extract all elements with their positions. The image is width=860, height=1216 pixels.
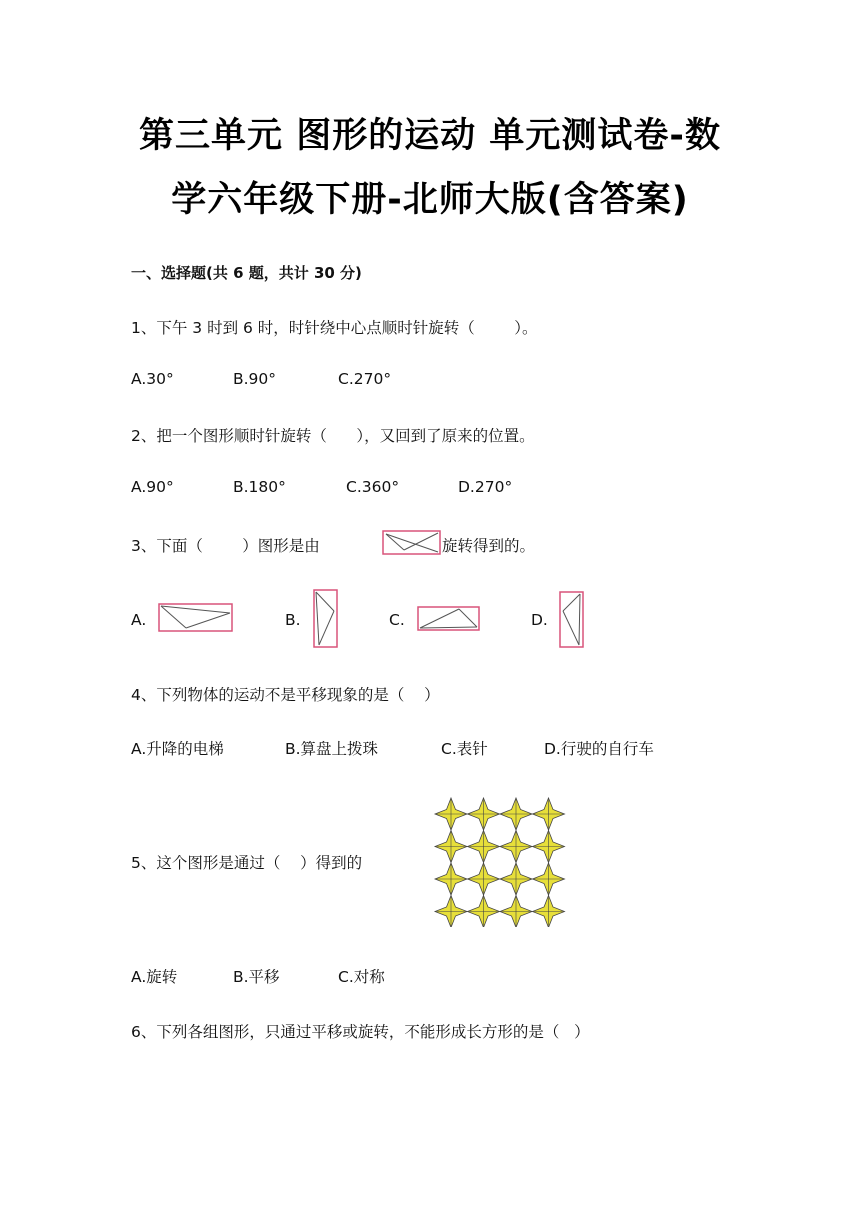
star-tile [533, 896, 565, 928]
star-tile [468, 863, 500, 895]
star-tile [468, 896, 500, 928]
star-tile [435, 863, 467, 895]
star-tile [533, 831, 565, 863]
q3-option-a: A. [131, 611, 147, 629]
question-3-stem-start: 3、下面（ ）图形是由 [131, 537, 320, 555]
star-tile [468, 831, 500, 863]
page-title-line1: 第三单元 图形的运动 单元测试卷-数 [139, 116, 721, 156]
q4-option-c: C.表针 [441, 740, 488, 758]
q4-option-b: B.算盘上拨珠 [285, 740, 379, 758]
star-tile [533, 863, 565, 895]
q1-option-b: B.90° [233, 370, 277, 388]
q3-option-b: B. [285, 611, 301, 629]
q3-option-c: C. [389, 611, 405, 629]
star-tile [533, 798, 565, 830]
q5-option-c: C.对称 [338, 968, 385, 986]
q3-option-a-figure [158, 603, 234, 633]
star-tile [500, 863, 532, 895]
question-1-stem: 1、下午 3 时到 6 时，时针绕中心点顺时针旋转（ ）。 [131, 319, 538, 337]
q3-option-d-figure [559, 591, 585, 649]
q3-reference-rectangle-figure [382, 530, 442, 556]
question-6-stem: 6、下列各组图形，只通过平移或旋转，不能形成长方形的是（ ） [131, 1023, 590, 1041]
star-tile [435, 896, 467, 928]
star-tile [468, 798, 500, 830]
q3-option-d: D. [531, 611, 548, 629]
q5-option-b: B.平移 [233, 968, 280, 986]
q3-option-c-figure [417, 606, 481, 632]
star-tile [435, 831, 467, 863]
q2-option-d: D.270° [458, 478, 513, 496]
star-tile [435, 798, 467, 830]
q4-option-a: A.升降的电梯 [131, 740, 224, 758]
star-tile [500, 896, 532, 928]
q2-option-b: B.180° [233, 478, 286, 496]
q1-option-c: C.270° [338, 370, 392, 388]
q2-option-c: C.360° [346, 478, 400, 496]
question-4-stem: 4、下列物体的运动不是平移现象的是（ ） [131, 686, 440, 704]
section-heading: 一、选择题(共 6 题，共计 30 分) [131, 264, 362, 282]
q5-option-a: A.旋转 [131, 968, 178, 986]
question-5-stem: 5、这个图形是通过（ ）得到的 [131, 854, 363, 872]
question-3-stem-end: 旋转得到的。 [442, 537, 536, 555]
q3-option-b-figure [313, 589, 339, 649]
page-title-line2: 学六年级下册-北师大版(含答案) [171, 180, 689, 220]
question-2-stem: 2、把一个图形顺时针旋转（ ），又回到了原来的位置。 [131, 427, 535, 445]
star-pattern-figure [433, 796, 568, 927]
q4-option-d: D.行驶的自行车 [544, 740, 654, 758]
q2-option-a: A.90° [131, 478, 174, 496]
star-tile [500, 798, 532, 830]
q1-option-a: A.30° [131, 370, 174, 388]
star-tile [500, 831, 532, 863]
